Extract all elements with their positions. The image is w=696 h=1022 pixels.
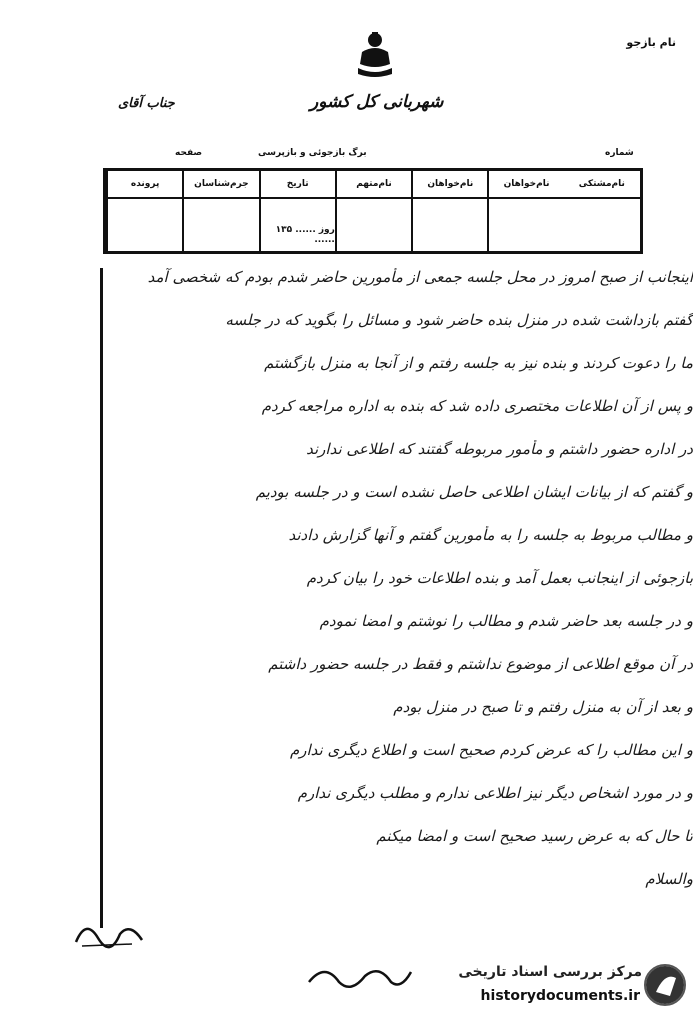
date-value: روز ...... ۱۳۵ ...... <box>275 225 335 245</box>
handwritten-line: در اداره حضور داشتم و مأمور مربوطه گفتند که اطلاعی ندارند <box>306 440 693 458</box>
table-header-cell: جرم‌شناسان <box>182 171 258 199</box>
table-date-cell <box>259 199 335 251</box>
table-body-cell <box>335 199 411 251</box>
handwritten-line: اینجانب از صبح امروز در محل جلسه جمعی از مأمورین حاضر شدم بودم که شخصی آمد <box>147 268 693 286</box>
form-header-table <box>103 168 643 254</box>
handwritten-line: بازجوئی از اینجانب بعمل آمد و بنده اطلاعات خود را بیان کردم <box>306 569 693 587</box>
handwritten-line: و در جلسه بعد حاضر شدم و مطالب را نوشتم و امضا نمودم <box>319 612 693 630</box>
signature-icon <box>305 958 415 998</box>
signature-icon <box>72 912 152 952</box>
organization-title: شهربانی کل کشور <box>310 92 444 112</box>
table-header-cell: پرونده <box>106 171 182 199</box>
table-header-cell: نام‌متهم <box>335 171 411 199</box>
watermark <box>420 960 690 1018</box>
table-header-cell: نام‌خواهان <box>411 171 487 199</box>
handwritten-line: ما را دعوت کردند و بنده نیز به جلسه رفتم و از آنجا به منزل بازگشتم <box>264 354 693 372</box>
watermark-text: مرکز بررسی اسناد تاریخی <box>458 964 642 980</box>
table-header-cell: نام‌مشتکی <box>564 171 640 199</box>
table-header-cell: تاریخ <box>259 171 335 199</box>
page-label: صفحه <box>175 148 203 158</box>
interrogator-name-label: نام بازجو <box>626 36 676 49</box>
handwritten-line: تا حال که به عرض رسید صحیح است و امضا میکنم <box>376 827 693 845</box>
recipient-note: جناب آقای <box>118 96 175 111</box>
handwritten-line: و گفتم که از بیانات ایشان اطلاعی حاصل نشده است و در جلسه بودیم <box>255 483 693 501</box>
handwritten-line: و مطالب مربوط به جلسه را به مأمورین گفتم و آنها گزارش دادند <box>288 526 693 544</box>
table-body-cell <box>411 199 487 251</box>
handwritten-line: و این مطالب را که عرض کردم صحیح است و اطلاع دیگری ندارم <box>289 741 693 759</box>
handwritten-line: و پس از آن اطلاعات مختصری داده شد که بنده به اداره مراجعه کردم <box>261 397 693 415</box>
handwritten-line: والسلام <box>645 870 693 888</box>
form-type-label: برگ بازجوئی و بازپرسی <box>258 148 367 158</box>
handwritten-line: گفتم بازداشت شده در منزل بنده حاضر شود و مسائل را بگوید که در جلسه <box>225 311 693 329</box>
lion-and-sun-emblem-icon <box>350 30 400 82</box>
table-body-cell <box>106 199 182 251</box>
handwritten-line: در آن موقع اطلاعی از موضوع نداشتم و فقط در جلسه حضور داشتم <box>268 655 693 673</box>
handwritten-line: و در مورد اشخاص دیگر نیز اطلاعی ندارم و مطلب دیگری ندارم <box>297 784 693 802</box>
handwritten-letter-body <box>100 268 693 928</box>
table-body-cell <box>487 199 563 251</box>
table-body-cell <box>564 199 640 251</box>
table-header-cell: نام‌خواهان <box>487 171 563 199</box>
archive-logo-icon <box>642 962 688 1008</box>
watermark-url: historydocuments.ir <box>480 988 640 1004</box>
handwritten-line: و بعد از آن به منزل رفتم و تا صبح در منزل بودم <box>393 698 693 716</box>
number-label: شماره <box>605 148 634 158</box>
table-body-cell <box>182 199 258 251</box>
